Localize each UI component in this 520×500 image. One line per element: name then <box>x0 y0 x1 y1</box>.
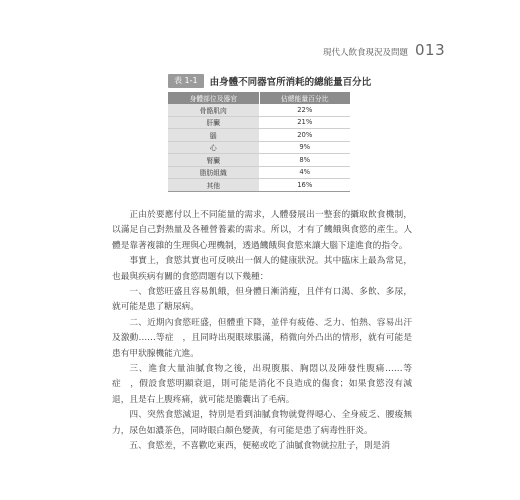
cell-organ: 骨骼肌肉 <box>168 104 259 116</box>
energy-table <box>168 92 350 192</box>
paragraph: 四、突然食慾減退，特別是看到油膩食物就覺得噁心、全身疲乏、腰痠無力，尿色如濃茶色，同時眼白顏色變黃，有可能是患了病毒性肝炎。 <box>112 410 412 436</box>
column-header-organ: 身體部位及器官 <box>168 92 259 104</box>
table-row <box>168 104 350 116</box>
chapter-title: 現代人飲食現況及問題 <box>322 48 408 58</box>
table-row <box>168 166 350 179</box>
table-caption <box>168 74 371 88</box>
paragraph: 五、食慾差，不喜歡吃東西，便秘或吃了油膩食物就拉肚子，則是消 <box>129 441 391 452</box>
table-row <box>168 141 350 154</box>
table-row <box>168 116 350 129</box>
table-row <box>168 179 350 192</box>
paragraph: 正由於要應付以上不同能量的需求，人體發展出一整套的攝取飲食機制，以滿足自己對熱量及各種營養素的需求。所以，才有了饑餓與食慾的產生。人體是靠著複雜的生理與心理機制，透過饑餓與食慾來讓大腦下達進食的指令。 <box>112 210 412 251</box>
column-header-percent: 佔總能量百分比 <box>259 92 350 104</box>
table-header-row <box>168 92 350 104</box>
paragraph: 一、食慾旺盛且容易飢餓，但身體日漸消瘦，且伴有口渴、多飲、多尿，就可能是患了糖尿病。 <box>112 287 412 313</box>
page-number: 013 <box>415 41 446 59</box>
cell-percent: 22% <box>259 104 350 116</box>
paragraph: 事實上，食慾其實也可反映出一個人的健康狀況。其中臨床上最為常見，也最與疾病有關的食慾問題有以下幾種： <box>112 256 412 282</box>
cell-organ: 其他 <box>168 179 259 192</box>
cell-organ: 腦 <box>168 129 259 142</box>
cell-organ: 心 <box>168 141 259 154</box>
body-text <box>112 208 412 455</box>
cell-percent: 9% <box>259 141 350 154</box>
cell-percent: 4% <box>259 166 350 179</box>
cell-organ: 腎臟 <box>168 154 259 167</box>
cell-organ: 脂肪組織 <box>168 166 259 179</box>
cell-organ: 肝臟 <box>168 116 259 129</box>
table-row <box>168 129 350 142</box>
cell-percent: 16% <box>259 179 350 192</box>
table-row <box>168 154 350 167</box>
cell-percent: 20% <box>259 129 350 142</box>
paragraph: 二、近期內食慾旺盛，但體重下降，並伴有疲倦、乏力、怕熱、容易出汗及激動……等症 ，且同時出現眼球脹滿，稍微向外凸出的情形，就有可能是患有甲狀腺機能亢進。 <box>112 317 412 359</box>
table-label: 表 1-1 <box>168 74 204 88</box>
paragraph: 三、進食大量油膩食物之後，出現腹脹、胸悶以及陣發性腹痛……等症 ，假設食慾明顯衰退，則可能是消化不良造成的傷食；如果食慾沒有減退，且是右上腹疼痛，就可能是膽囊出了毛病。 <box>112 364 412 405</box>
running-header <box>0 41 520 60</box>
cell-percent: 8% <box>259 154 350 167</box>
table-title: 由身體不同器官所消耗的總能量百分比 <box>209 77 372 88</box>
cell-percent: 21% <box>259 116 350 129</box>
